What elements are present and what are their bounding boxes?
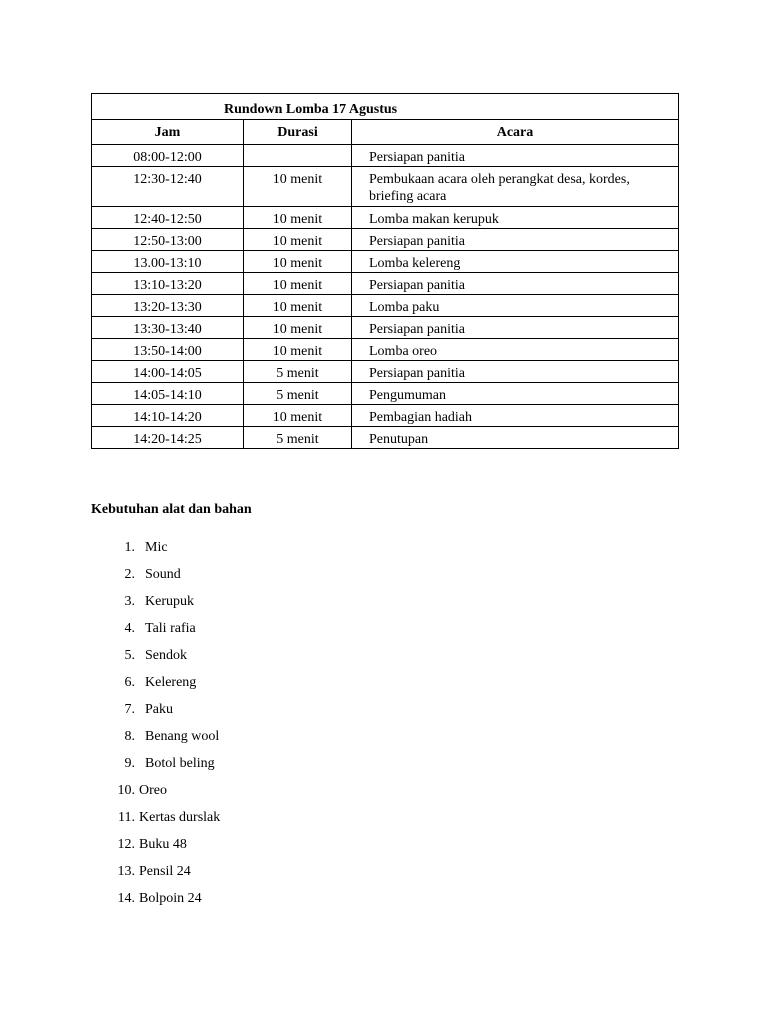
list-item-number: 12. bbox=[117, 837, 135, 852]
list-item-label: Paku bbox=[145, 702, 173, 717]
cell-acara: Pengumuman bbox=[352, 383, 679, 405]
table-row bbox=[92, 167, 679, 207]
list-item bbox=[91, 592, 220, 619]
table-row bbox=[92, 361, 679, 383]
cell-durasi: 10 menit bbox=[244, 273, 352, 295]
table-row bbox=[92, 317, 679, 339]
cell-acara: Lomba kelereng bbox=[352, 251, 679, 273]
list-item-number: 9. bbox=[124, 756, 135, 771]
list-item-label: Tali rafia bbox=[145, 621, 196, 636]
cell-jam: 13:50-14:00 bbox=[92, 339, 244, 361]
cell-jam: 13:20-13:30 bbox=[92, 295, 244, 317]
table-row bbox=[92, 229, 679, 251]
cell-jam: 13.00-13:10 bbox=[92, 251, 244, 273]
list-item-label: Sendok bbox=[145, 648, 187, 663]
list-item bbox=[91, 619, 220, 646]
list-item-number: 8. bbox=[124, 729, 135, 744]
cell-jam: 14:05-14:10 bbox=[92, 383, 244, 405]
list-item-label: Sound bbox=[145, 567, 181, 582]
cell-durasi: 10 menit bbox=[244, 167, 352, 207]
list-item bbox=[91, 673, 220, 700]
table-title: Rundown Lomba 17 Agustus bbox=[92, 94, 679, 120]
table-row bbox=[92, 383, 679, 405]
table-title-row bbox=[92, 94, 679, 120]
list-item-number: 6. bbox=[124, 675, 135, 690]
header-durasi: Durasi bbox=[244, 120, 352, 145]
list-item bbox=[91, 727, 220, 754]
table-row bbox=[92, 251, 679, 273]
cell-durasi: 5 menit bbox=[244, 383, 352, 405]
cell-durasi: 5 menit bbox=[244, 427, 352, 449]
cell-durasi: 10 menit bbox=[244, 405, 352, 427]
list-item-label: Mic bbox=[145, 540, 168, 555]
table-row bbox=[92, 273, 679, 295]
list-item bbox=[91, 835, 220, 862]
cell-acara: Lomba paku bbox=[352, 295, 679, 317]
cell-durasi: 10 menit bbox=[244, 317, 352, 339]
list-item-label: Pensil 24 bbox=[139, 864, 191, 879]
cell-durasi: 10 menit bbox=[244, 207, 352, 229]
cell-durasi: 10 menit bbox=[244, 229, 352, 251]
list-item bbox=[91, 754, 220, 781]
cell-acara: Penutupan bbox=[352, 427, 679, 449]
header-jam: Jam bbox=[92, 120, 244, 145]
list-item-number: 5. bbox=[124, 648, 135, 663]
list-item bbox=[91, 889, 220, 916]
cell-acara: Pembagian hadiah bbox=[352, 405, 679, 427]
rundown-table bbox=[91, 93, 679, 449]
list-item-label: Kertas durslak bbox=[139, 810, 221, 825]
table-row bbox=[92, 427, 679, 449]
list-item-number: 7. bbox=[124, 702, 135, 717]
list-item bbox=[91, 808, 220, 835]
cell-acara: Pembukaan acara oleh perangkat desa, kordes, briefing acara bbox=[352, 167, 679, 207]
list-item-number: 11. bbox=[118, 810, 135, 825]
cell-jam: 14:00-14:05 bbox=[92, 361, 244, 383]
cell-acara: Persiapan panitia bbox=[352, 273, 679, 295]
list-item-label: Oreo bbox=[139, 783, 167, 798]
list-item bbox=[91, 646, 220, 673]
table-row bbox=[92, 405, 679, 427]
list-item bbox=[91, 781, 220, 808]
list-item bbox=[91, 538, 220, 565]
list-item-number: 3. bbox=[124, 594, 135, 609]
cell-jam: 13:30-13:40 bbox=[92, 317, 244, 339]
list-item-number: 4. bbox=[124, 621, 135, 636]
cell-durasi: 10 menit bbox=[244, 339, 352, 361]
cell-jam: 12:30-12:40 bbox=[92, 167, 244, 207]
cell-durasi: 10 menit bbox=[244, 251, 352, 273]
cell-jam: 13:10-13:20 bbox=[92, 273, 244, 295]
list-item-label: Benang wool bbox=[145, 729, 220, 744]
list-item-label: Bolpoin 24 bbox=[139, 891, 202, 906]
list-item-number: 14. bbox=[117, 891, 135, 906]
cell-durasi bbox=[244, 145, 352, 167]
table-header-row bbox=[92, 120, 679, 145]
table-row bbox=[92, 145, 679, 167]
cell-acara: Persiapan panitia bbox=[352, 229, 679, 251]
cell-durasi: 10 menit bbox=[244, 295, 352, 317]
list-item-number: 13. bbox=[117, 864, 135, 879]
cell-durasi: 5 menit bbox=[244, 361, 352, 383]
list-item-label: Botol beling bbox=[145, 756, 215, 771]
list-item bbox=[91, 700, 220, 727]
cell-jam: 12:40-12:50 bbox=[92, 207, 244, 229]
list-item-label: Kerupuk bbox=[145, 594, 194, 609]
table-row bbox=[92, 207, 679, 229]
cell-jam: 14:20-14:25 bbox=[92, 427, 244, 449]
list-item-number: 1. bbox=[124, 540, 135, 555]
equipment-section-title: Kebutuhan alat dan bahan bbox=[91, 502, 252, 517]
list-item bbox=[91, 862, 220, 889]
list-item-label: Kelereng bbox=[145, 675, 197, 690]
cell-jam: 08:00-12:00 bbox=[92, 145, 244, 167]
table-row bbox=[92, 295, 679, 317]
list-item-number: 2. bbox=[124, 567, 135, 582]
header-acara: Acara bbox=[352, 120, 679, 145]
list-item-label: Buku 48 bbox=[139, 837, 187, 852]
cell-acara: Lomba oreo bbox=[352, 339, 679, 361]
cell-acara: Persiapan panitia bbox=[352, 361, 679, 383]
table-row bbox=[92, 339, 679, 361]
cell-acara: Persiapan panitia bbox=[352, 145, 679, 167]
list-item bbox=[91, 565, 220, 592]
equipment-list bbox=[91, 538, 220, 916]
cell-jam: 12:50-13:00 bbox=[92, 229, 244, 251]
list-item-number: 10. bbox=[117, 783, 135, 798]
cell-acara: Lomba makan kerupuk bbox=[352, 207, 679, 229]
cell-acara: Persiapan panitia bbox=[352, 317, 679, 339]
cell-jam: 14:10-14:20 bbox=[92, 405, 244, 427]
